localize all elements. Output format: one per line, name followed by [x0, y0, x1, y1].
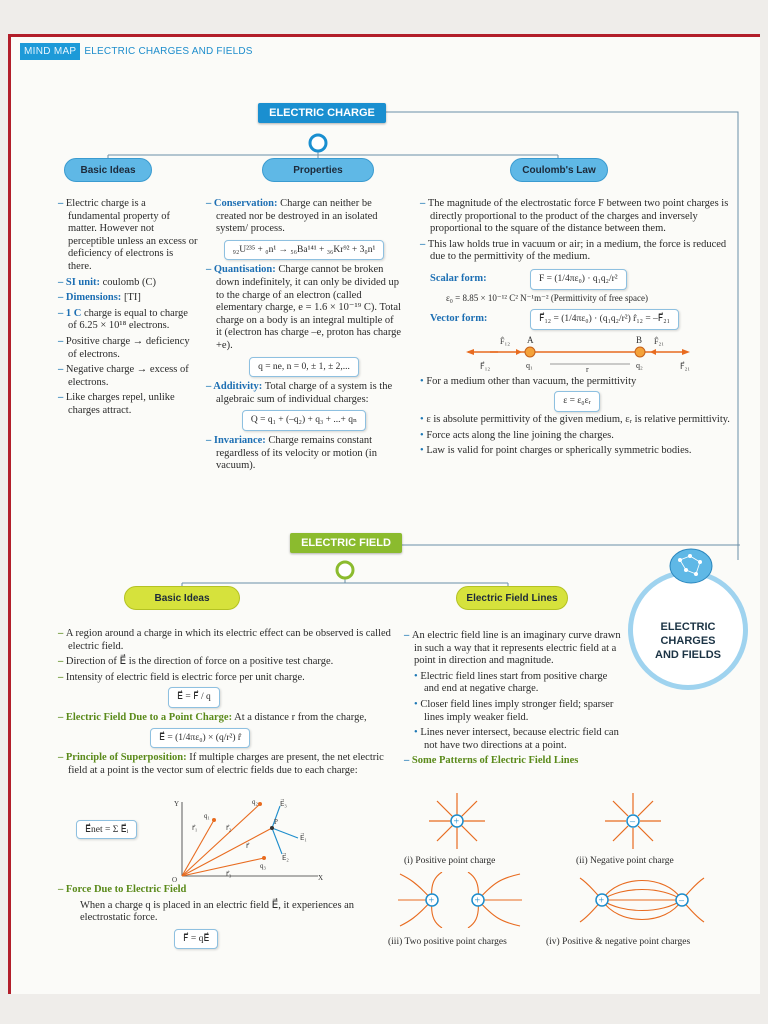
permittivity-formula: ε = ε₀εᵣ [554, 391, 600, 412]
badge-line-3: AND FIELDS [655, 649, 721, 661]
svg-text:+: + [453, 816, 460, 828]
pill-properties: Properties [262, 158, 374, 182]
list-item: – Conservation: Charge can neither be created nor be destroyed in an isolated system/ process. [206, 198, 402, 236]
r3-label: r⃗₃ [226, 870, 232, 878]
r1-label: r⃗₁ [192, 824, 198, 832]
f12-label: F⃗₁₂ [480, 361, 491, 371]
two-positive-charges-pattern [396, 872, 524, 928]
x-axis-label: X [318, 874, 324, 882]
list-item: – Quantisation: Charge cannot be broken down indefinitely, it can only be divided up to the charge of an electron (called elementary charge, e = 1.6 × 10⁻¹⁹ C). Total charge on a body is an integral multiple of it (electron has charge –e, proton has charge +e). [206, 264, 402, 352]
q3-label: q₃ [260, 862, 266, 870]
list-item: – Additivity: Total charge of a system is the algebraic sum of individual charges: [206, 381, 402, 406]
vector-form-label: Vector form: [430, 313, 488, 325]
list-item: • Force acts along the line joining the charges. [420, 430, 734, 443]
list-item: – Dimensions: [TI] [58, 292, 198, 305]
y-axis-label: Y [174, 800, 180, 808]
chapter-title: ELECTRIC CHARGES AND FIELDS [84, 45, 253, 57]
list-item: – Electric charge is a fundamental property of matter. However not perceptible unless an excess or deficiency of electrons is there. [58, 198, 198, 274]
q2-label: q₂ [636, 360, 643, 370]
list-item: – Invariance: Charge remains constant regardless of its velocity or motion (in vacuum). [206, 435, 402, 473]
r-label: r⃗ [246, 842, 249, 850]
list-item: • ε is absolute permittivity of the given medium, εᵣ is relative permittivity. [420, 414, 734, 427]
list-item: – SI unit: coulomb (C) [58, 277, 198, 290]
e3-label: E⃗₃ [280, 800, 287, 808]
list-item: – Principle of Superposition: If multiple charges are present, the net electric field at a point is the vector sum of electric fields due to each charge: [58, 752, 402, 777]
r2-label: r⃗₂ [226, 824, 232, 832]
q2-label: q₂ [252, 798, 258, 806]
svg-text:–: – [679, 895, 684, 907]
badge-line-1: ELECTRIC [660, 621, 716, 633]
list-item: – Some Patterns of Electric Field Lines [404, 755, 622, 768]
list-item: • Law is valid for point charges or spherically symmetric bodies. [420, 445, 734, 458]
chapter-badge [628, 570, 748, 690]
superposition-diagram [168, 798, 328, 882]
vector-formula: F⃗₁₂ = (1/4πε₀) · (q₁q₂/r²) r̂₁₂ = –F⃗₂₁ [530, 309, 679, 330]
permittivity-free-space: ε₀ = 8.85 × 10⁻¹² C² N⁻¹m⁻² (Permittivity of free space) [446, 292, 649, 303]
pill-basic-ideas-charge: Basic Ideas [64, 158, 152, 182]
list-item: – Electric Field Due to a Point Charge: At a distance r from the charge, [58, 712, 402, 725]
f21-label: F⃗₂₁ [680, 361, 691, 371]
caption-negative: (ii) Negative point charge [576, 856, 674, 866]
positive-charge-pattern [426, 790, 488, 852]
force-due-to-field [58, 884, 402, 949]
basic-ideas-charge [58, 198, 198, 421]
list-item: – Like charges repel, unlike charges attract. [58, 392, 198, 417]
field-definition-formula: E⃗ = F⃗ / q [168, 687, 220, 708]
coulombs-law-column [420, 198, 734, 461]
list-item: • Lines never intersect, because electric field can not have two directions at a point. [414, 727, 622, 752]
vector-form-row [430, 307, 734, 332]
list-item: – Positive charge → deficiency of electrons. [58, 336, 198, 361]
quantisation-formula: q = ne, n = 0, ± 1, ± 2,... [249, 357, 359, 378]
pill-field-lines: Electric Field Lines [456, 586, 568, 610]
svg-text:+: + [598, 895, 605, 907]
pill-coulombs-law: Coulomb's Law [510, 158, 608, 182]
list-item: • For a medium other than vacuum, the permittivity [420, 376, 734, 389]
list-item: – This law holds true in vacuum or air; in a medium, the force is reduced due to the permittivity of the medium. [420, 239, 734, 264]
scalar-form-label: Scalar form: [430, 272, 487, 284]
badge-line-2: CHARGES [660, 635, 716, 647]
distance-label: r [586, 364, 589, 374]
force-description: When a charge q is placed in an electric field E⃗, it experiences an electrostatic force. [80, 899, 355, 924]
q1-label: q₁ [204, 812, 210, 820]
globe-icon [668, 546, 714, 586]
point-p-label: P [274, 818, 278, 826]
caption-two-positive: (iii) Two positive point charges [388, 937, 507, 947]
list-item: – 1 C charge is equal to charge of 6.25 × 10¹⁸ electrons. [58, 308, 198, 333]
point-charge-field-formula: E⃗ = (1/4πε₀) × (q/r²) r̂ [150, 728, 250, 749]
e2-label: E⃗₂ [282, 854, 289, 862]
fission-equation: ₉₂U²³⁵ + ₀n¹ → ₅₆Ba¹⁴¹ + ₃₆Kr⁹² + 3₀n¹ [224, 240, 385, 261]
svg-text:–: – [630, 816, 635, 828]
page-header [20, 42, 253, 60]
pill-basic-ideas-field: Basic Ideas [124, 586, 240, 610]
force-formula: F⃗ = qE⃗ [174, 929, 218, 950]
field-lines-column [404, 630, 622, 771]
f12-unit-label: F̂₁₂ [500, 336, 511, 346]
additivity-formula: Q = q₁ + (–q₂) + q₃ + ...+ qₙ [242, 410, 366, 431]
caption-positive: (i) Positive point charge [404, 856, 496, 866]
dipole-pattern [578, 872, 706, 928]
list-item: • Electric field lines start from positive charge and end at negative charge. [414, 671, 622, 696]
f21-unit-label: F̂₂₁ [654, 336, 665, 346]
list-item: – An electric field line is an imaginary curve drawn in such a way that it represents electric field at a point in direction and magnitude. [404, 630, 622, 668]
electric-charge-banner: ELECTRIC CHARGE [258, 103, 386, 123]
point-a-label: A [527, 334, 534, 345]
list-item: – Direction of E⃗ is the direction of force on a positive test charge. [58, 656, 402, 669]
two-charge-diagram [460, 332, 710, 376]
list-item: – The magnitude of the electrostatic force F between two point charges is directly proportional to the product of the charges and inversely proportional to the square of the distance between them. [420, 198, 734, 236]
caption-dipole: (iv) Positive & negative point charges [546, 937, 691, 947]
list-item: – Force Due to Electric Field [58, 884, 402, 897]
point-b-label: B [636, 334, 643, 345]
list-item: – Negative charge → excess of electrons. [58, 364, 198, 389]
properties-column [206, 198, 402, 476]
list-item: – Intensity of electric field is electric force per unit charge. [58, 672, 402, 685]
basic-ideas-field [58, 628, 402, 780]
e1-label: E⃗₁ [300, 834, 307, 842]
svg-text:+: + [474, 895, 481, 907]
scalar-formula: F = (1/4πε₀) · q₁q₂/r² [530, 269, 627, 290]
origin-label: O [172, 876, 178, 882]
svg-text:+: + [428, 895, 435, 907]
superposition-formula: E⃗net = Σ E⃗ᵢ [76, 820, 137, 839]
q1-label: q₁ [526, 360, 533, 370]
list-item: • Closer field lines imply stronger field; sparser lines imply weaker field. [414, 699, 622, 724]
negative-charge-pattern [602, 790, 664, 852]
electric-field-banner: ELECTRIC FIELD [290, 533, 402, 553]
list-item: – A region around a charge in which its electric effect can be observed is called electric field. [58, 628, 402, 653]
mind-map-tag: MIND MAP [20, 43, 80, 60]
scalar-form-row [430, 267, 734, 292]
